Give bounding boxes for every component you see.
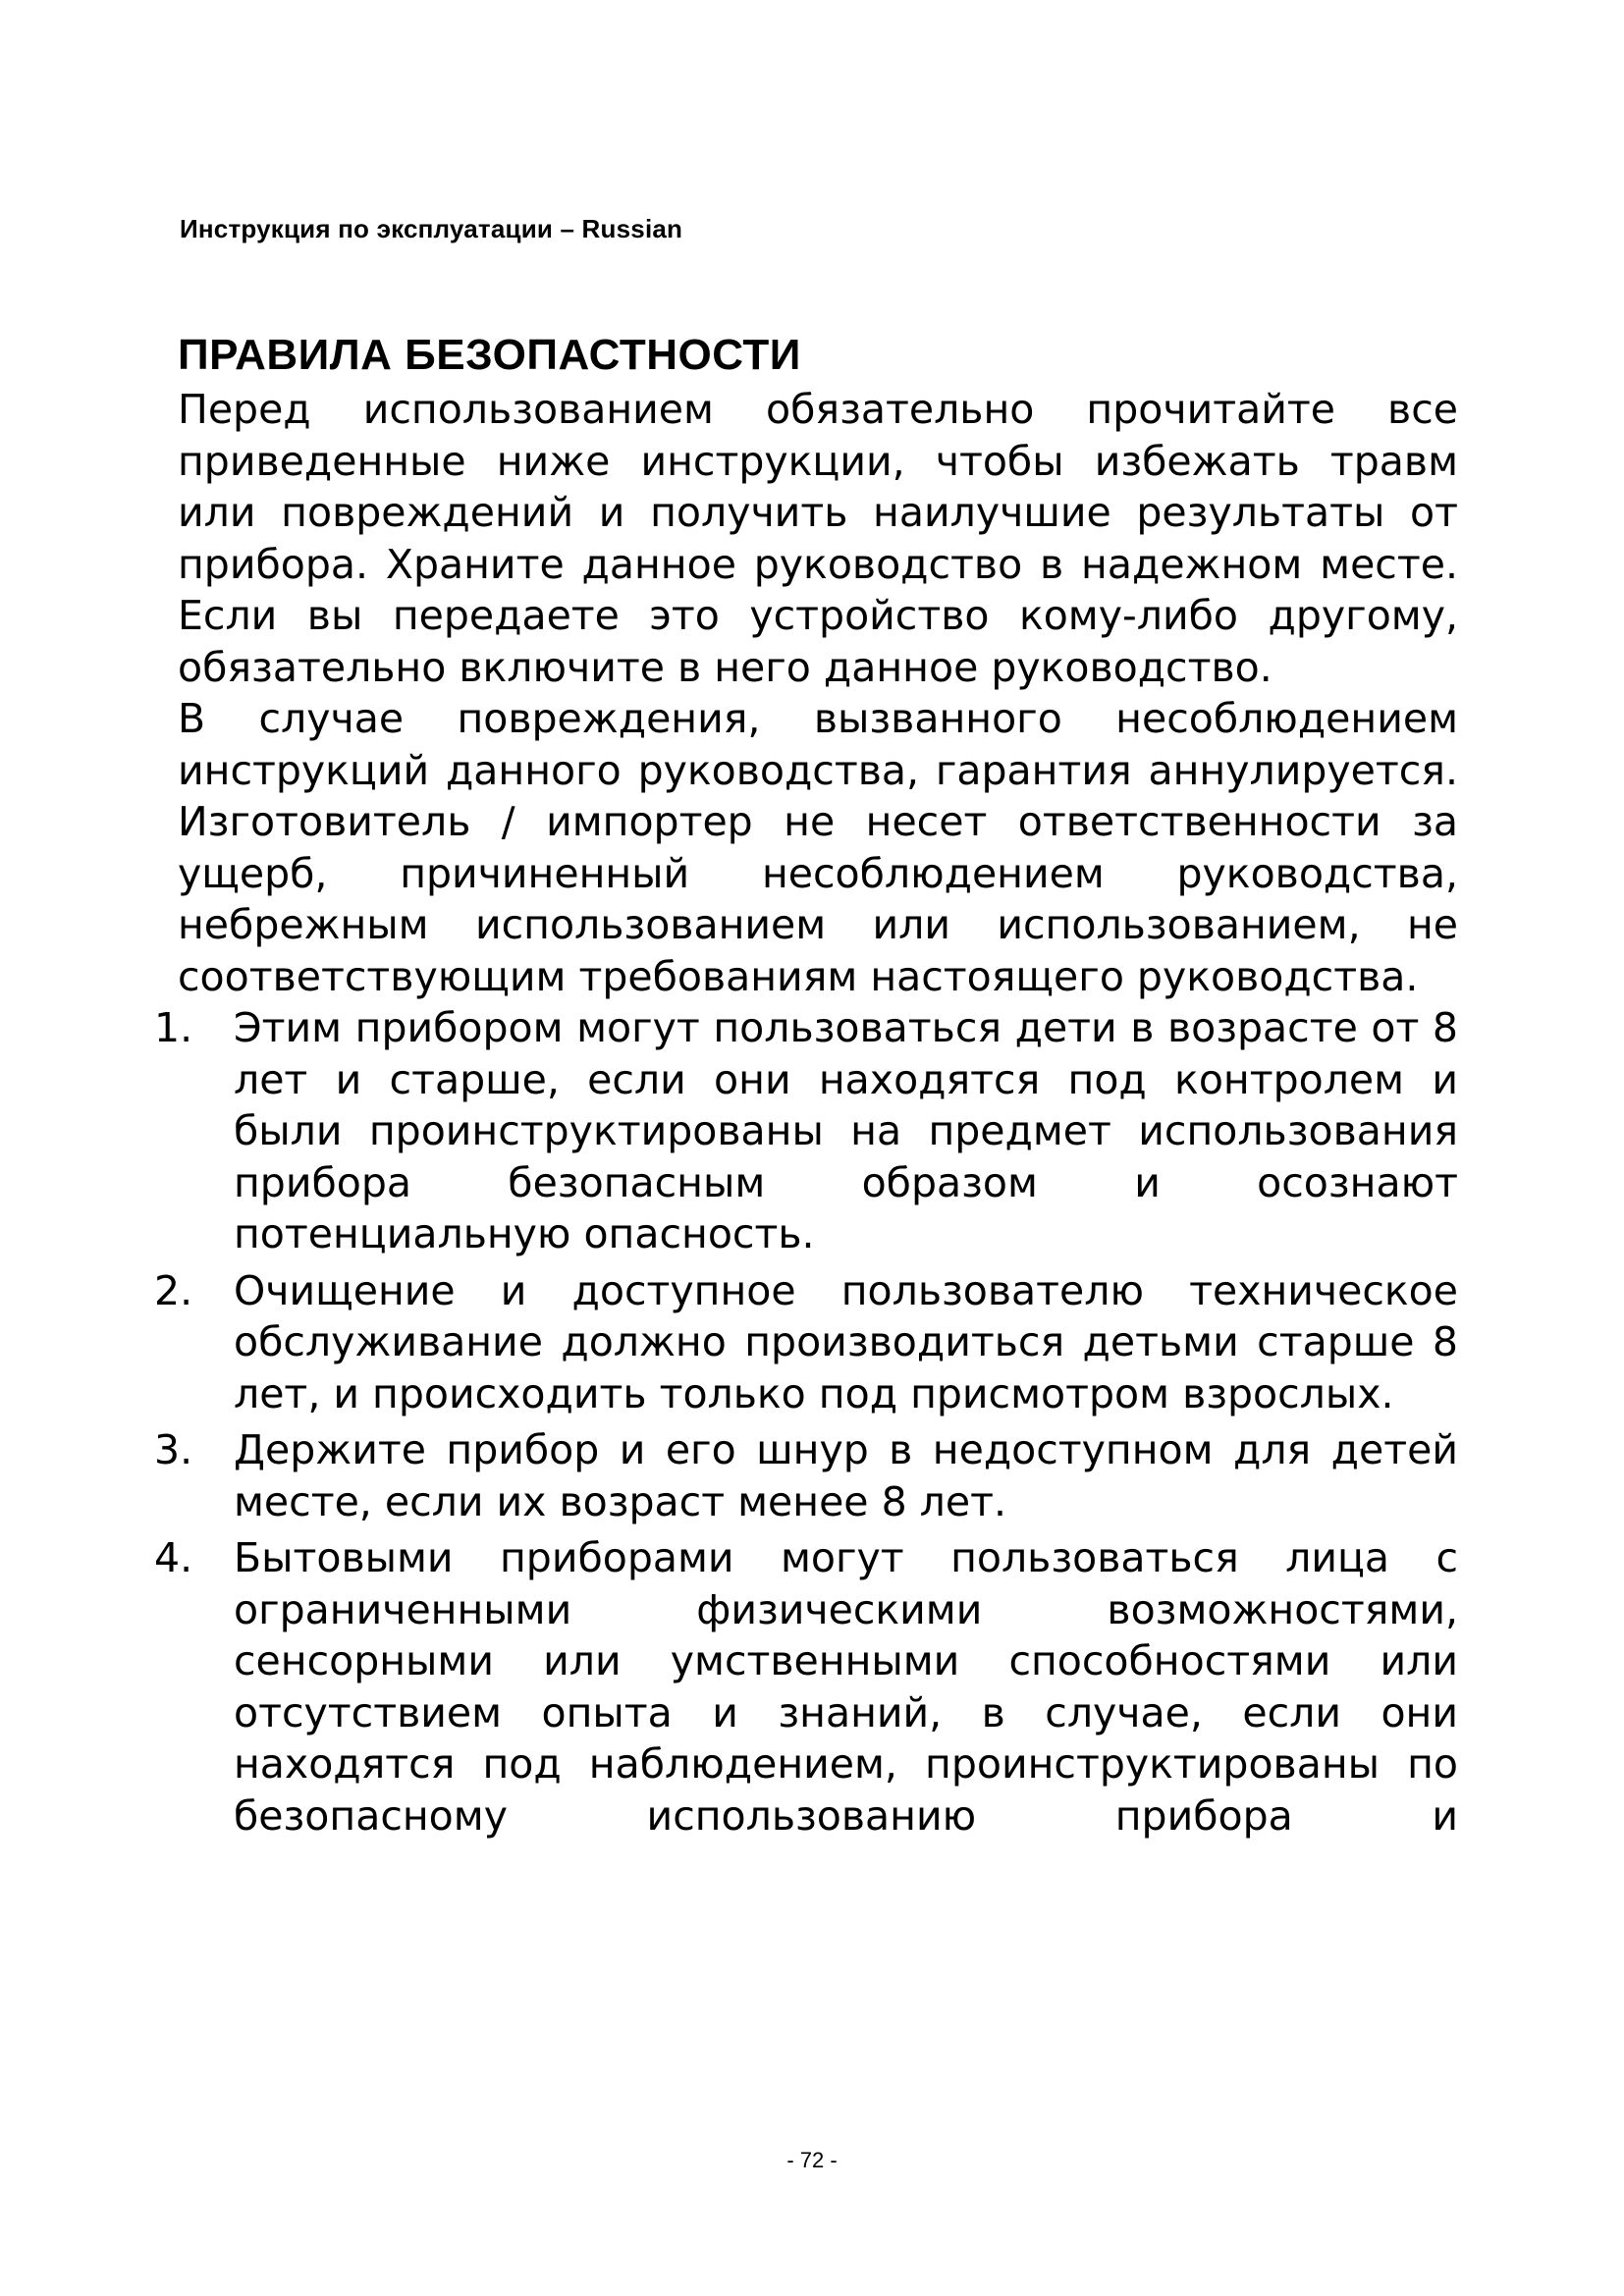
safety-rule-item [154,1532,1458,1842]
safety-rule-text: Очищение и доступное пользователю техническое обслуживание должно производиться детьми старше 8 лет, и происходить только под присмотром взрослых. [234,1266,1458,1417]
safety-rule-number: 3. [154,1426,193,1473]
intro-paragraph: Перед использованием обязательно прочитайте все приведенные ниже инструкции, чтобы избежать травм или повреждений и получить наилучшие результаты от прибора. Храните данное руководство в надежном месте. Если вы передаете это устройство кому-либо другому, обязательно включите в него данное руководство. [178,386,1458,691]
safety-rule-text: Бытовыми приборами могут пользоваться лица с ограниченными физическими возможностями, сенсорными или умственными способностями или отсутствием опыта и знаний, в случае, если они находятся под наблюдением, проинструктированы по безопасному использованию прибора и [234,1534,1458,1840]
safety-rule-text: Этим прибором могут пользоваться дети в возрасте от 8 лет и старше, если они находятся под контролем и были проинструктированы на предмет использования прибора безопасным образом и осознают потенциальную опасность. [234,1004,1458,1257]
safety-rule-item [154,1002,1458,1260]
safety-rule-item [154,1424,1458,1527]
safety-rules-list [154,1002,1458,1842]
safety-rule-number: 4. [154,1534,193,1581]
page-number: - 72 - [786,2148,838,2172]
section-title: ПРАВИЛА БЕЗОПАСТНОСТИ [178,331,801,379]
safety-rule-number: 2. [154,1266,193,1314]
running-header: Инструкция по эксплуатации – Russian [180,214,683,243]
warranty-paragraph: В случае повреждения, вызванного несоблюдением инструкций данного руководства, гарантия аннулируется. Изготовитель / импортер не несет ответственности за ущерб, причиненный несоблюдением руководства, небрежным использованием или использованием, не соответствующим требованиям настоящего руководства. [178,695,1458,1000]
safety-rule-text: Держите прибор и его шнур в недоступном для детей месте, если их возраст менее 8 лет. [234,1426,1458,1525]
safety-rule-number: 1. [154,1004,193,1051]
safety-section [154,327,1458,1846]
safety-rule-item [154,1265,1458,1420]
